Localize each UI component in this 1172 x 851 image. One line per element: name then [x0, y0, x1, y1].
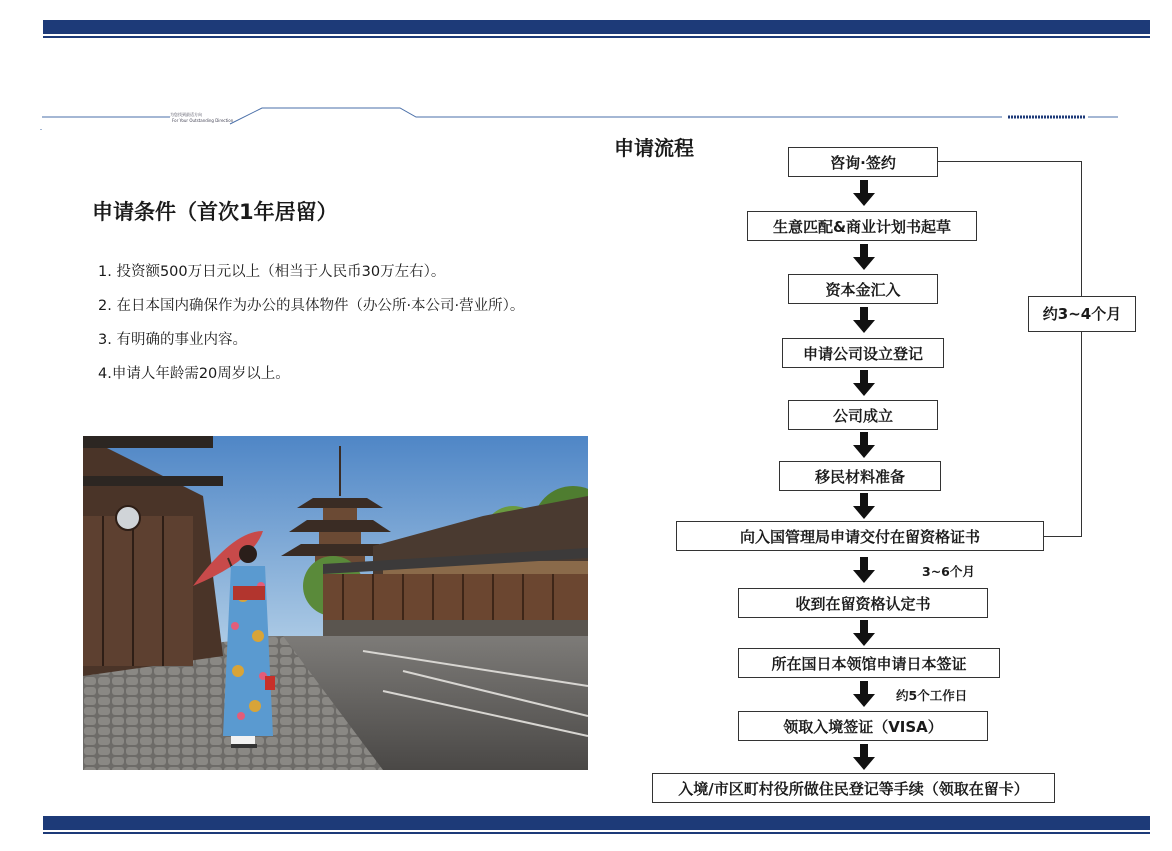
header-deco-text-cn: 为您找到最适方向 — [170, 112, 202, 117]
duration-bracket-vertical — [1081, 161, 1082, 537]
flow-step-entry-registration: 入境/市区町村役所做住民登记等手续（领取在留卡） — [652, 773, 1055, 803]
flow-step-company-established: 公司成立 — [788, 400, 938, 430]
flow-arrow-down-icon — [853, 180, 875, 206]
condition-item: 2. 在日本国内确保作为办公的具体物件（办公所·本公司·营业所）。 — [98, 298, 525, 314]
flow-arrow-down-icon — [853, 620, 875, 646]
flow-step-immigration-docs: 移民材料准备 — [779, 461, 941, 491]
flow-step-business-plan: 生意匹配&商业计划书起草 — [747, 211, 977, 241]
flow-step-capital-transfer: 资本金汇入 — [788, 274, 938, 304]
note-5-workdays: 约5个工作日 — [896, 688, 968, 703]
conditions-list — [98, 262, 524, 398]
footer-bar-line — [43, 832, 1150, 834]
flow-step-visa-application: 所在国日本领馆申请日本签证 — [738, 648, 1000, 678]
flow-title: 申请流程 — [614, 136, 694, 160]
flow-arrow-down-icon — [853, 557, 875, 583]
note-3-6-months: 3~6个月 — [922, 564, 975, 579]
duration-bracket-top — [938, 161, 1082, 162]
header-deco-text-en: For Your Outstanding Direction — [172, 118, 234, 123]
flow-step-company-registration: 申请公司设立登记 — [782, 338, 944, 368]
conditions-title: 申请条件（首次1年居留） — [92, 200, 338, 224]
header-bar — [43, 20, 1150, 34]
condition-item: 3. 有明确的事业内容。 — [98, 332, 247, 348]
flow-arrow-down-icon — [853, 493, 875, 519]
flow-arrow-down-icon — [853, 307, 875, 333]
flow-step-coe-received: 收到在留资格认定书 — [738, 588, 988, 618]
flow-arrow-down-icon — [853, 432, 875, 458]
flow-arrow-down-icon — [853, 370, 875, 396]
footer-bar — [43, 816, 1150, 830]
flow-step-coe-application: 向入国管理局申请交付在留资格证书 — [676, 521, 1044, 551]
duration-label: 约3~4个月 — [1028, 296, 1136, 332]
flow-arrow-down-icon — [853, 244, 875, 270]
condition-item: 1. 投资额500万日元以上（相当于人民币30万左右）。 — [98, 264, 446, 280]
flow-step-visa-received: 领取入境签证（VISA） — [738, 711, 988, 741]
duration-bracket-bottom — [1044, 536, 1082, 537]
kyoto-street-photo — [83, 436, 588, 770]
flow-arrow-down-icon — [853, 744, 875, 770]
flow-arrow-down-icon — [853, 681, 875, 707]
flow-step-consult: 咨询·签约 — [788, 147, 938, 177]
header-bar-line — [43, 36, 1150, 38]
condition-item: 4.申请人年龄需20周岁以上。 — [98, 366, 290, 382]
header-divider-line — [40, 100, 1120, 130]
